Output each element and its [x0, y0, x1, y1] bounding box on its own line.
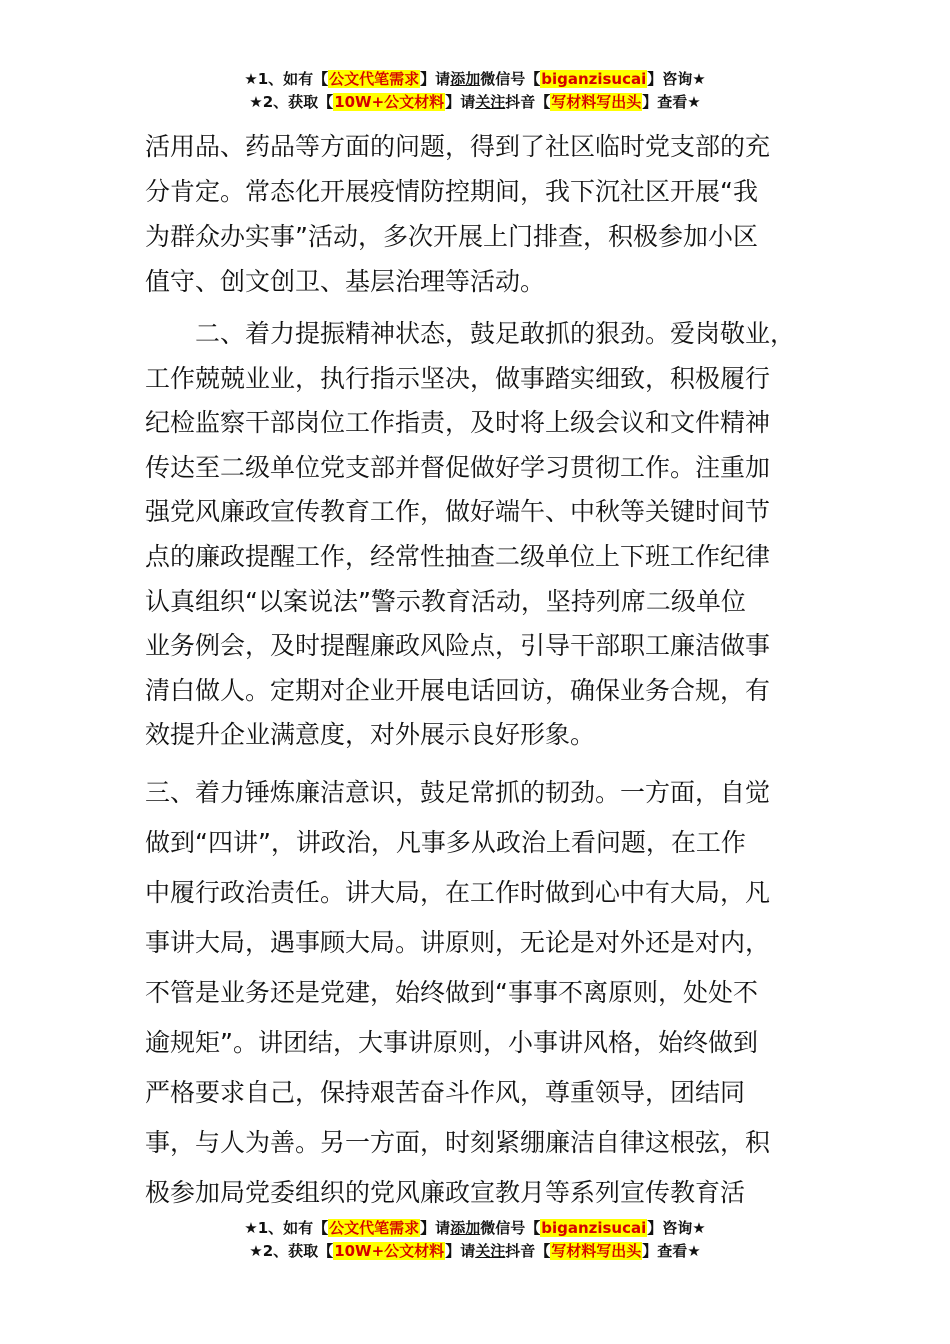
text-line: 做到“四讲”，讲政治，凡事多从政治上看问题，在工作: [145, 828, 746, 857]
text-line: 事，与人为善。另一方面，时刻紧绷廉洁自律这根弦，积: [145, 1128, 771, 1157]
text-line: 点的廉政提醒工作，经常性抽查二级单位上下班工作纪律: [145, 541, 771, 571]
banner-text: 】查看★: [642, 93, 701, 111]
banner-highlight: 10W+公文材料: [334, 1242, 445, 1260]
banner-text: 微信号【: [480, 70, 541, 88]
banner-emphasis: 添加: [450, 70, 481, 88]
banner-line-1: [0, 68, 950, 91]
text-line: 不管是业务还是党建，始终做到“事事不离原则，处处不: [145, 978, 758, 1007]
text-line: 活用品、药品等方面的问题，得到了社区临时党支部的充: [145, 132, 771, 161]
banner-text: 】咨询★: [647, 70, 706, 88]
text-line: 逾规矩”。讲团结，大事讲原则，小事讲风格，始终做到: [145, 1028, 758, 1057]
banner-line-2: [0, 1240, 950, 1263]
text-line: 值守、创文创卫、基层治理等活动。: [145, 267, 546, 296]
banner-highlight: 写材料写出头: [551, 1242, 642, 1260]
text-line: 三、着力锤炼廉洁意识，鼓足常抓的韧劲。一方面，自觉: [145, 778, 771, 807]
text-line: 工作兢兢业业，执行指示坚决，做事踏实细致，积极履行: [145, 363, 771, 393]
banner-emphasis: 关注: [475, 93, 506, 111]
text-line: 分肯定。常态化开展疫情防控期间，我下沉社区开展“我: [145, 177, 758, 206]
text-line: 效提升企业满意度，对外展示良好形象。: [145, 720, 596, 750]
text-line: 二、着力提振精神状态，鼓足敢抓的狠劲。爱岗敬业，: [195, 319, 796, 348]
banner-highlight: 写材料写出头: [551, 93, 642, 111]
header-banner: [0, 68, 950, 114]
banner-emphasis: 关注: [475, 1242, 506, 1260]
paragraph-2: [145, 312, 835, 758]
text-line: 清白做人。定期对企业开展电话回访，确保业务合规，有: [145, 675, 771, 705]
banner-highlight: 公文代笔需求: [329, 70, 420, 88]
banner-text: ★1、如有【: [244, 1219, 329, 1237]
banner-highlight: 10W+公文材料: [334, 93, 445, 111]
banner-text: 】咨询★: [647, 1219, 706, 1237]
text-line: 中履行政治责任。讲大局，在工作时做到心中有大局，凡: [145, 878, 771, 907]
text-line: 认真组织“以案说法”警示教育活动，坚持列席二级单位: [145, 586, 746, 616]
paragraph-1: [145, 124, 835, 304]
banner-highlight: biganzisucai: [541, 70, 647, 88]
banner-text: 抖音【: [505, 93, 551, 111]
text-line: 为群众办实事”活动，多次开展上门排查，积极参加小区: [145, 222, 758, 251]
banner-text: 】查看★: [642, 1242, 701, 1260]
banner-line-2: [0, 91, 950, 114]
banner-text: 】请: [420, 70, 451, 88]
banner-emphasis: 添加: [450, 1219, 481, 1237]
banner-text: 抖音【: [505, 1242, 551, 1260]
text-line: 业务例会，及时提醒廉政风险点，引导干部职工廉洁做事: [145, 631, 771, 661]
banner-line-1: [0, 1217, 950, 1240]
footer-banner: [0, 1217, 950, 1263]
banner-text: 】请: [445, 93, 476, 111]
text-line: 传达至二级单位党支部并督促做好学习贯彻工作。注重加: [145, 452, 771, 482]
banner-text: ★1、如有【: [244, 70, 329, 88]
banner-highlight: biganzisucai: [541, 1219, 647, 1237]
banner-text: 】请: [445, 1242, 476, 1260]
text-line: 强党风廉政宣传教育工作，做好端午、中秋等关键时间节: [145, 497, 771, 527]
text-line: 事讲大局，遇事顾大局。讲原则，无论是对外还是对内，: [145, 928, 771, 957]
banner-text: 】请: [420, 1219, 451, 1237]
text-line: 极参加局党委组织的党风廉政宣教月等系列宣传教育活: [145, 1178, 746, 1207]
banner-text: 微信号【: [480, 1219, 541, 1237]
banner-text: ★2、获取【: [249, 93, 334, 111]
paragraph-3: [145, 768, 805, 1218]
text-line: 严格要求自己，保持艰苦奋斗作风，尊重领导，团结同: [145, 1078, 746, 1107]
text-line: 纪检监察干部岗位工作指责，及时将上级会议和文件精神: [145, 408, 771, 438]
banner-text: ★2、获取【: [249, 1242, 334, 1260]
banner-highlight: 公文代笔需求: [329, 1219, 420, 1237]
